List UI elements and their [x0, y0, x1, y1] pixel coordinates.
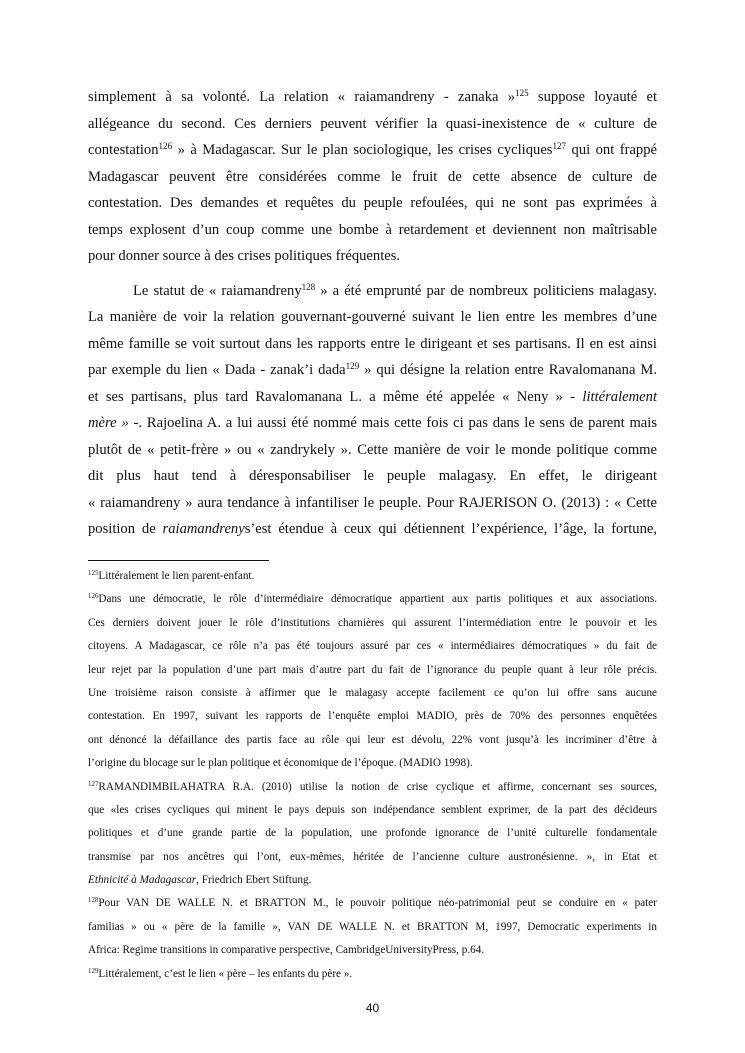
text-line [88, 384, 657, 411]
paragraph [88, 84, 657, 270]
text-line [88, 516, 657, 543]
text-run: contestation [88, 142, 159, 158]
text-line [88, 278, 657, 305]
text-run: et ses partisans, plus tard Ravalomanana L. a même été appelée « Neny » - [88, 388, 583, 405]
footnote-line [88, 822, 657, 845]
text-line [88, 243, 657, 270]
footnote-line [88, 776, 657, 799]
text-line [88, 190, 657, 217]
text-run: La manière de voir la relation gouvernant-gouverné suivant le lien entre les membres d’une [88, 309, 657, 325]
text-run: Dans une démocratie, le rôle d’intermédiaire démocratique appartient aux partis politiques et aux associations. [98, 593, 657, 606]
text-run: -. Rajoelina A. a lui aussi été nommé mais cette fois ci pas dans le sens de parent mais [128, 415, 658, 431]
text-run: plutôt de « petit-frère » ou « zandrykely ». Cette manière de voir le monde politique comme [88, 441, 657, 458]
text-run: ont dénoncé la défaillance des partis face au rôle qui leur est dévolu, 22% vont jusqu’à les incriminer d’être à [88, 733, 657, 746]
italic-text: littéralement [582, 388, 657, 405]
text-run: position de [88, 521, 163, 537]
footnotes [88, 565, 657, 986]
italic-text: raiamandreny [162, 521, 245, 537]
text-run: transmise par nos ancêtres qui l’ont, eux-mêmes, héritée de l’ancienne culture austronésienne. », in Etat et [88, 850, 657, 863]
footnote-line [88, 565, 657, 588]
footnote-line [88, 916, 657, 939]
text-run: qui ont frappé [566, 142, 657, 158]
footnote [88, 588, 657, 775]
text-run: simplement à sa volonté. La relation « raiamandreny - zanaka » [88, 89, 516, 105]
text-run: que «les crises cycliques qui minent le pays depuis son indépendance semblent exprimer, de la part des décideurs [88, 803, 657, 816]
text-line [88, 357, 657, 384]
italic-text: mère » [88, 415, 129, 431]
footnote-marker: 129 [345, 361, 360, 372]
text-run: Pour VAN DE WALLE N. et BRATTON M., le pouvoir politique néo-patrimonial peut se conduire en « pater [98, 897, 657, 910]
footnote-line [88, 846, 657, 869]
text-line [88, 437, 657, 464]
text-run: RAMANDIMBILAHATRA R.A. (2010) utilise la notion de crise cyclique et affirme, concernant ses sources, [98, 780, 657, 793]
footnote-line [88, 588, 657, 611]
text-line [88, 164, 657, 191]
footnote [88, 565, 657, 588]
text-line [88, 304, 657, 331]
text-run: , Friedrich Ebert Stiftung. [196, 874, 312, 887]
text-run: dit plus haut tend à déresponsabiliser le peuple malagasy. En effet, le dirigeant [88, 468, 657, 484]
text-run: leur rejet par la population d’une part mais d’autre part du fait de l’ignorance du peuple quant à leur rôle précis. [88, 663, 657, 676]
text-run: Littéralement le lien parent-enfant. [98, 570, 255, 582]
footnote-line [88, 869, 657, 892]
text-line [88, 331, 657, 358]
footnote-line [88, 729, 657, 752]
text-line [88, 490, 657, 517]
text-line [88, 463, 657, 490]
text-run: Une troisième raison consiste à affirmer que le malagasy accepte facilement ce qu’on lui offre sans aucune [88, 686, 657, 699]
text-line [88, 111, 657, 138]
footnote-marker: 128 [301, 281, 316, 292]
footnote-marker: 125 [88, 569, 99, 578]
text-line [88, 137, 657, 164]
text-run: familias » ou « père de la famille », VAN DE WALLE N. et BRATTON M, 1997, Democratic experiments in [88, 920, 657, 933]
text-run: Africa: Regime transitions in comparative perspective, CambridgeUniversityPress, p.64. [88, 944, 485, 957]
footnote-line [88, 682, 657, 705]
footnote-line [88, 799, 657, 822]
text-run: l’origine du blocage sur le plan politique et économique de l’époque. (MADIO 1998). [88, 757, 473, 770]
italic-text: Ethnicité à Madagascar [88, 874, 197, 887]
text-run: allégeance du second. Ces derniers peuvent vérifier la quasi-inexistence de « culture de [88, 115, 657, 132]
footnote-separator [88, 560, 269, 561]
text-run: « raiamandreny » aura tendance à infantiliser le peuple. Pour RAJERISON O. (2013) : « Cette [88, 494, 657, 511]
footnote-marker: 125 [515, 88, 529, 99]
footnote-line [88, 892, 657, 915]
text-run: contestation. En 1997, suivant les rapports de l’enquête emploi MADIO, près de 70% des personnes enquêtées [88, 710, 657, 723]
text-run: Ces derniers doivent jouer le rôle d’institutions charnières qui assurent l’intermédiation entre le pouvoir et les [88, 616, 657, 629]
footnote-line [88, 705, 657, 728]
footnote-marker: 127 [552, 141, 567, 152]
text-run: » qui désigne la relation entre Ravalomanana M. [359, 362, 658, 378]
footnote [88, 963, 657, 986]
paragraph [88, 278, 657, 543]
footnote-marker: 127 [88, 779, 99, 788]
text-line [88, 410, 657, 437]
text-run: politiques et d’une grande partie de la population, une profonde ignorance de l’unité culturelle fondamentale [88, 827, 657, 840]
text-run: s’est étendue à ceux qui détiennent l’expérience, l’âge, la fortune, [244, 521, 657, 537]
footnote-marker: 129 [88, 966, 99, 975]
footnote [88, 776, 657, 893]
text-line [88, 84, 657, 111]
text-run: Le statut de « raiamandreny [133, 282, 302, 299]
body-text [88, 84, 657, 551]
text-line [88, 217, 657, 244]
footnote [88, 892, 657, 962]
text-run: suppose loyauté et [528, 89, 657, 105]
text-run: Littéralement, c’est le lien « père – les enfants du père ». [98, 967, 353, 980]
text-run: par exemple du lien « Dada - zanak’i dada [88, 362, 346, 378]
text-run: pour donner source à des crises politiques fréquentes. [88, 248, 401, 264]
text-run: » a été emprunté par de nombreux politiciens malagasy. [315, 282, 657, 299]
text-run: même famille se voit surtout dans les rapports entre le dirigeant et ses partisans. Il en est ainsi [88, 335, 657, 352]
footnote-line [88, 612, 657, 635]
footnote-line [88, 939, 657, 962]
footnote-line [88, 752, 657, 775]
footnote-line [88, 659, 657, 682]
text-run: temps explosent d’un coup comme une bombe à retardement et deviennent non maîtrisable [88, 221, 657, 238]
page-number: 40 [365, 1001, 380, 1015]
footnote-marker: 126 [158, 141, 173, 152]
footnote-marker: 128 [88, 896, 99, 905]
text-run: » à Madagascar. Sur le plan sociologique, les crises cycliques [172, 142, 553, 158]
text-run: citoyens. A Madagascar, ce rôle n’a pas été toujours assuré par ces « intermédiaires démocratiques » du fait de [88, 640, 657, 653]
footnote-line [88, 963, 657, 986]
text-run: Madagascar peuvent être considérées comme le fruit de cette absence de culture de [88, 168, 657, 185]
footnote-line [88, 635, 657, 658]
footnote-marker: 126 [88, 592, 99, 601]
text-run: contestation. Des demandes et requêtes du peuple refoulées, qui ne sont pas exprimées à [88, 195, 657, 211]
